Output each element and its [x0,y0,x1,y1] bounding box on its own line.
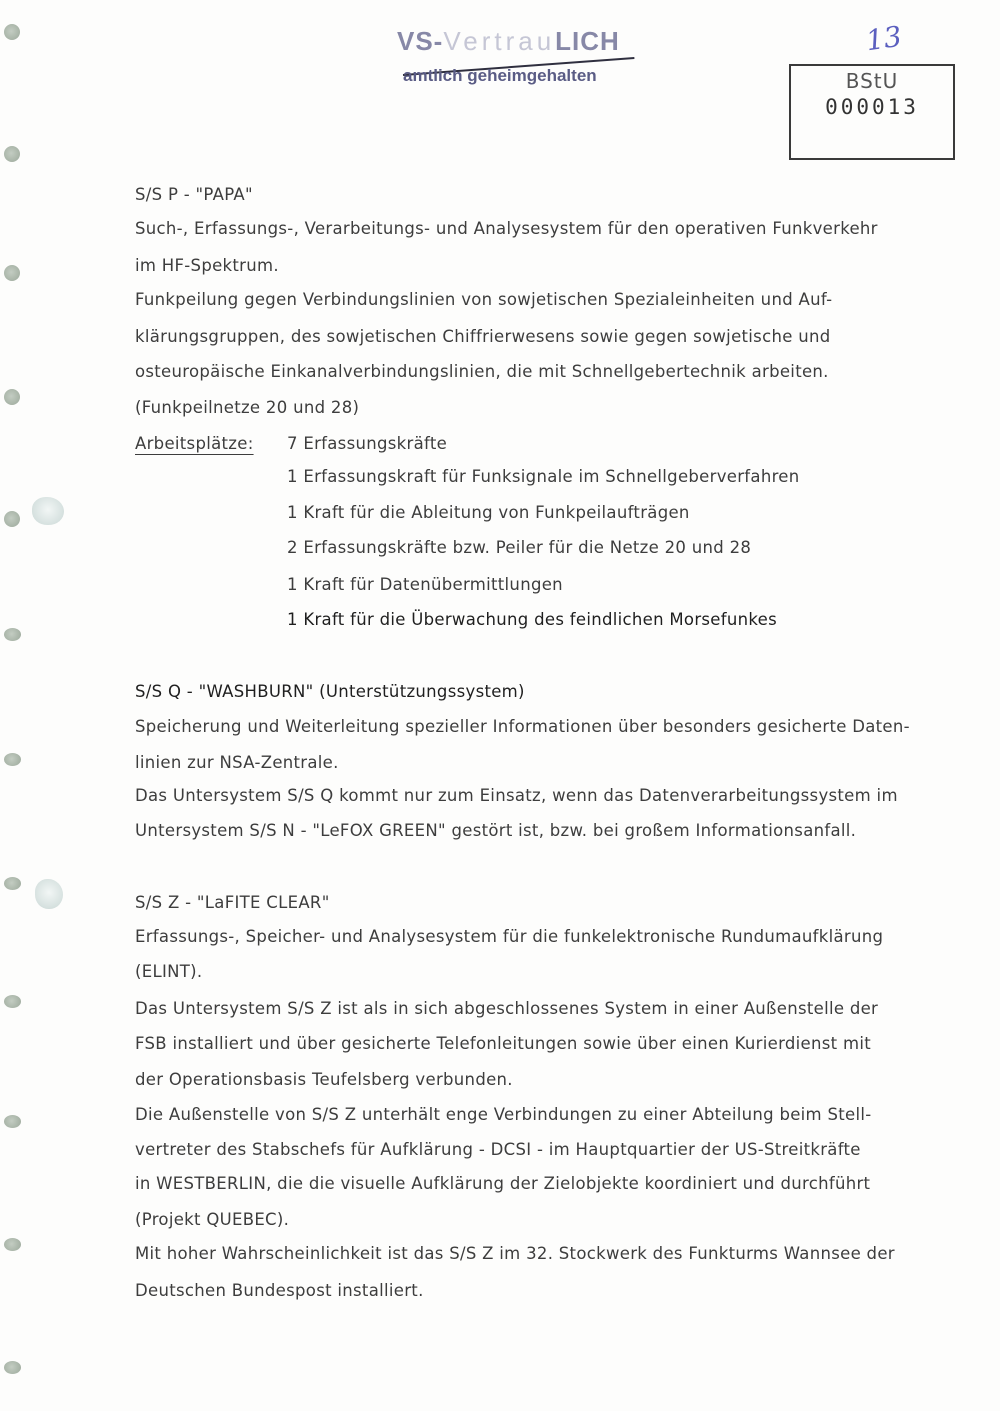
punch-hole-icon [4,628,21,641]
classification-stamp-bottom: amtlich geheimgehalten [403,66,597,85]
workplace-item: 2 Erfassungskräfte bzw. Peiler für die Netze 20 und 28 [287,538,752,557]
text-line: FSB installiert und über gesicherte Telefonleitungen sowie über einen Kurierdienst mit [135,1034,871,1053]
text-line: Das Untersystem S/S Z ist als in sich abgeschlossenes System in einer Außenstelle der [135,999,879,1018]
punch-hole-icon [4,1115,21,1128]
punch-hole-icon [4,511,20,527]
workplaces-label: Arbeitsplätze: [135,434,254,453]
workplace-item: 1 Kraft für die Überwachung des feindlichen Morsefunkes [287,610,777,629]
text-line: der Operationsbasis Teufelsberg verbunden. [135,1070,513,1089]
text-line: Das Untersystem S/S Q kommt nur zum Einsatz, wenn das Datenverarbeitungssystem im [135,786,898,805]
paper-blot-icon [32,497,64,525]
text-line: (Funkpeilnetze 20 und 28) [135,398,360,417]
archive-stamp-box [789,64,955,160]
text-line: linien zur NSA-Zentrale. [135,753,339,772]
punch-hole-icon [4,146,20,162]
handwritten-page-number: 13 [863,19,904,58]
paper-blot-icon [35,879,63,909]
stamp-prefix: VS- [397,26,444,56]
text-line: klärungsgruppen, des sowjetischen Chiffrierwesens sowie gegen sowjetische und [135,327,831,346]
section-heading: S/S Z - "LaFITE CLEAR" [135,893,330,912]
punch-hole-icon [4,995,21,1008]
text-line: Die Außenstelle von S/S Z unterhält enge Verbindungen zu einer Abteilung beim Stell- [135,1105,872,1124]
workplace-item: 1 Kraft für Datenübermittlungen [287,575,563,594]
text-line: in WESTBERLIN, die die visuelle Aufklärung der Zielobjekte koordiniert und durchführt [135,1174,871,1193]
workplace-item: 1 Kraft für die Ableitung von Funkpeilaufträgen [287,503,690,522]
stamp-suffix: LICH [555,26,620,56]
text-line: Such-, Erfassungs-, Verarbeitungs- und Analysesystem für den operativen Funkverkehr [135,219,878,238]
stamp-faded-text: Vertrau [443,26,556,56]
text-line: Speicherung und Weiterleitung spezieller Informationen über besonders gesicherte Daten- [135,717,910,736]
text-line: Untersystem S/S N - "LeFOX GREEN" gestört ist, bzw. bei großem Informationsanfall. [135,821,857,840]
text-line: vertreter des Stabschefs für Aufklärung - DCSI - im Hauptquartier der US-Streitkräfte [135,1140,861,1159]
punch-hole-icon [4,265,20,281]
text-line: osteuropäische Einkanalverbindungslinien, die mit Schnellgebertechnik arbeiten. [135,362,829,381]
punch-hole-icon [4,1361,21,1374]
punch-hole-icon [4,877,21,890]
workplace-item: 7 Erfassungskräfte [287,434,448,453]
archive-label: BStU [845,69,899,93]
classification-stamp-top [397,26,620,57]
archive-number: 000013 [825,95,919,119]
text-line: Funkpeilung gegen Verbindungslinien von sowjetischen Spezialeinheiten und Auf- [135,290,833,309]
classification-stamp [395,26,635,92]
text-line: Deutschen Bundespost installiert. [135,1281,424,1300]
text-line: Mit hoher Wahrscheinlichkeit ist das S/S Z im 32. Stockwerk des Funkturms Wannsee der [135,1244,895,1263]
workplace-item: 1 Erfassungskraft für Funksignale im Schnellgeberverfahren [287,467,800,486]
text-line: (Projekt QUEBEC). [135,1210,290,1229]
punch-hole-icon [4,1238,21,1251]
section-heading: S/S P - "PAPA" [135,185,253,204]
punch-hole-icon [4,753,21,766]
text-line: Erfassungs-, Speicher- und Analysesystem für die funkelektronische Rundumaufklärung [135,927,884,946]
punch-hole-icon [4,24,20,40]
text-line: im HF-Spektrum. [135,256,279,275]
punch-hole-icon [4,389,20,405]
text-line: (ELINT). [135,962,203,981]
section-heading: S/S Q - "WASHBURN" (Unterstützungssystem) [135,682,525,701]
